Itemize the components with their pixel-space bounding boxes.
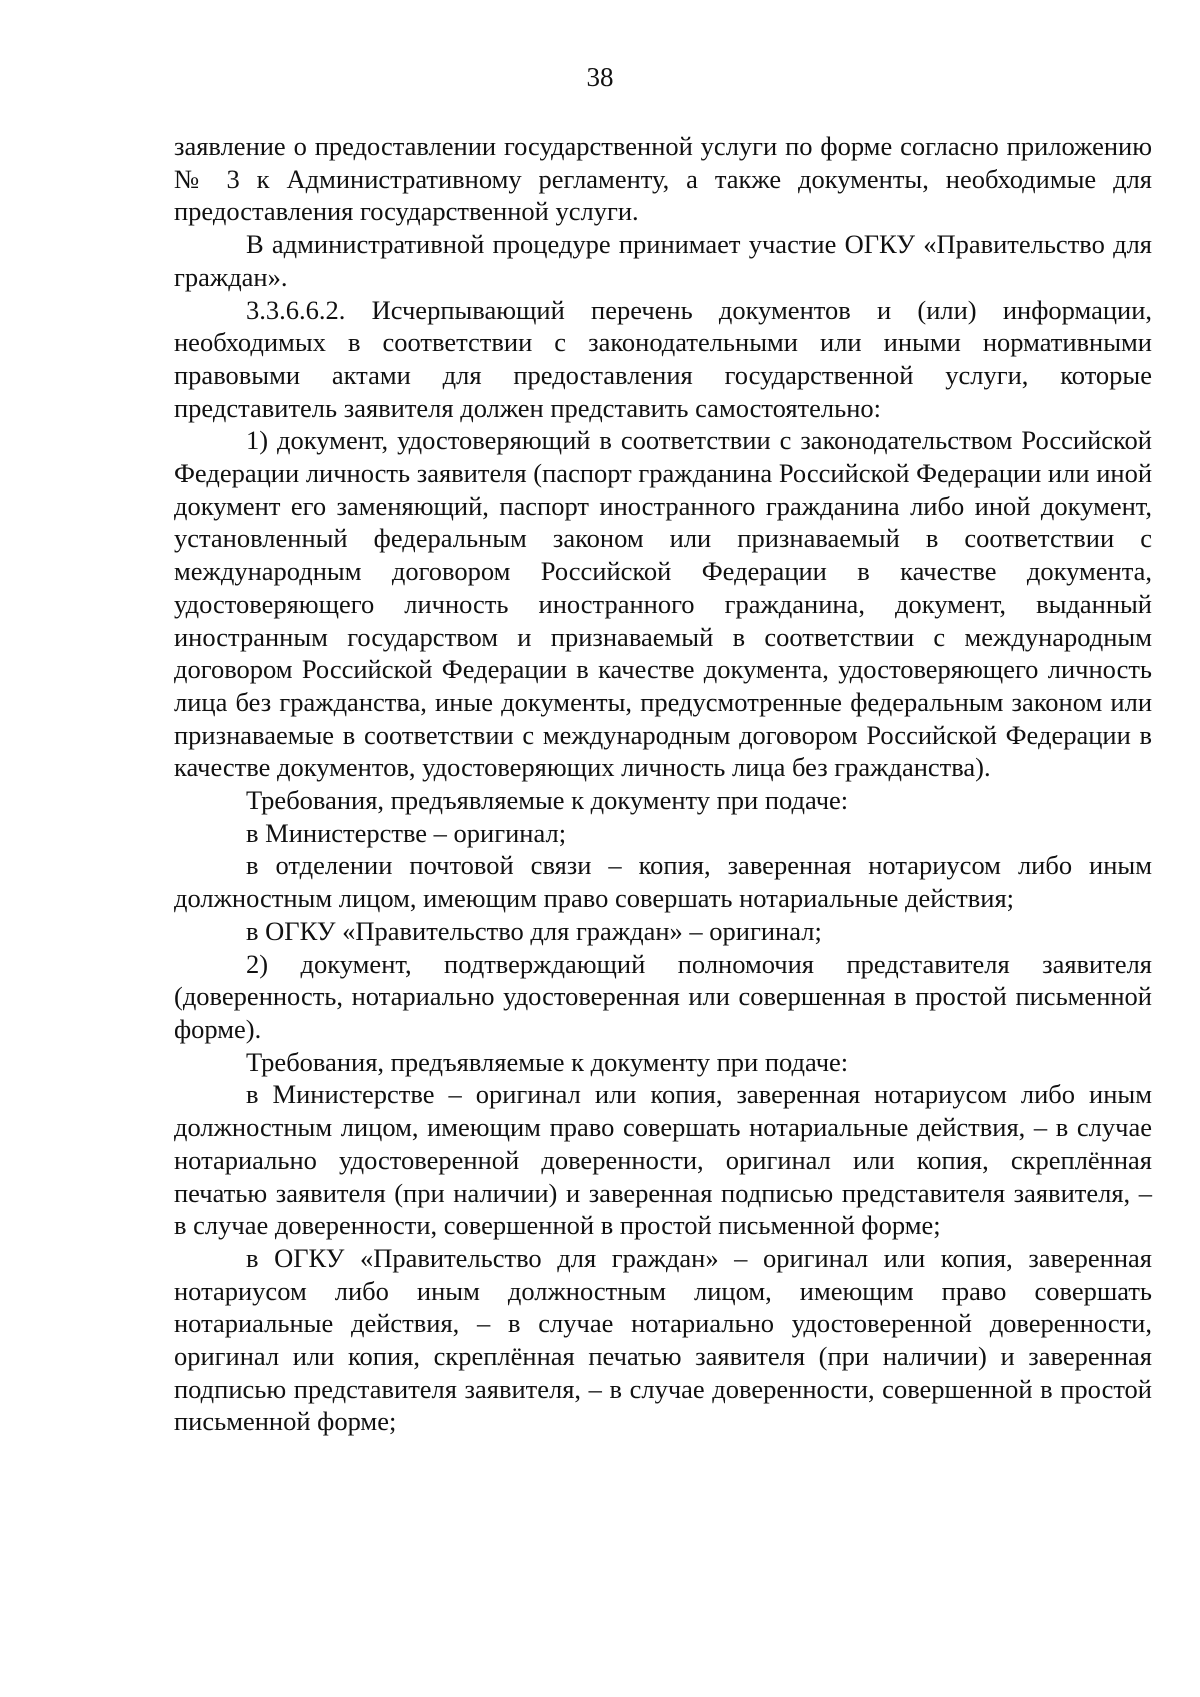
paragraph-application-form: заявление о предоставлении государственной услуги по форме согласно приложению № 3 к Административному регламенту, а также документы, необходимые для предоставления государственной услуги.: [174, 131, 1152, 227]
paragraph-ministry-original: в Министерстве – оригинал;: [246, 817, 567, 848]
document-body: [174, 130, 1152, 1438]
paragraph-ogku-participation: В административной процедуре принимает участие ОГКУ «Правительство для граждан».: [174, 229, 1152, 292]
paragraph-ogku-original-or-copy: в ОГКУ «Правительство для граждан» – оригинал или копия, заверенная нотариусом либо иным должностным лицом, имеющим право совершать нотариальные действия, – в случае нотариально удостоверенной доверенности, оригинал или копия, скреплённая печатью заявителя (при наличии) и заверенная подписью представителя заявителя, – в случае доверенности, совершенной в простой письменной форме;: [174, 1242, 1152, 1437]
paragraph-item-1-identity-document: 1) документ, удостоверяющий в соответствии с законодательством Российской Федерации личность заявителя (паспорт гражданина Российской Федерации или иной документ его заменяющий, паспорт иностранного гражданина либо иной документ, установленный федеральным законом или признаваемый в соответствии с международным договором Российской Федерации в качестве документа, удостоверяющего личность иностранного гражданина, документ, выданный иностранным государством и признаваемый в соответствии с международным договором Российской Федерации в качестве документа, удостоверяющего личность лица без гражданства, иные документы, предусмотренные федеральным законом или признаваемые в соответствии с международным договором Российской Федерации в качестве документов, удостоверяющих личность лица без гражданства).: [174, 425, 1152, 783]
paragraph-ogku-original: в ОГКУ «Правительство для граждан» – оригинал;: [246, 915, 822, 946]
paragraph-requirements-heading-1: Требования, предъявляемые к документу при подаче:: [246, 785, 849, 816]
page-number: 38: [586, 62, 614, 92]
paragraph-item-2-power-of-attorney: 2) документ, подтверждающий полномочия представителя заявителя (доверенность, нотариально удостоверенная или совершенная в простой письменной форме).: [174, 948, 1152, 1044]
paragraph-ministry-original-or-copy: в Министерстве – оригинал или копия, заверенная нотариусом либо иным должностным лицом, имеющим право совершать нотариальные действия, – в случае нотариально удостоверенной доверенности, оригинал или копия, скреплённая печатью заявителя (при наличии) и заверенная подписью представителя заявителя, – в случае доверенности, совершенной в простой письменной форме;: [174, 1079, 1152, 1241]
paragraph-section-3-3-6-6-2: 3.3.6.6.2. Исчерпывающий перечень документов и (или) информации, необходимых в соответствии с законодательными или иными нормативными правовыми актами для предоставления государственной услуги, которые представитель заявителя должен представить самостоятельно:: [174, 294, 1152, 423]
paragraph-post-office-copy: в отделении почтовой связи – копия, заверенная нотариусом либо иным должностным лицом, имеющим право совершать нотариальные действия;: [174, 850, 1152, 914]
paragraph-requirements-heading-2: Требования, предъявляемые к документу при подаче:: [246, 1046, 849, 1077]
